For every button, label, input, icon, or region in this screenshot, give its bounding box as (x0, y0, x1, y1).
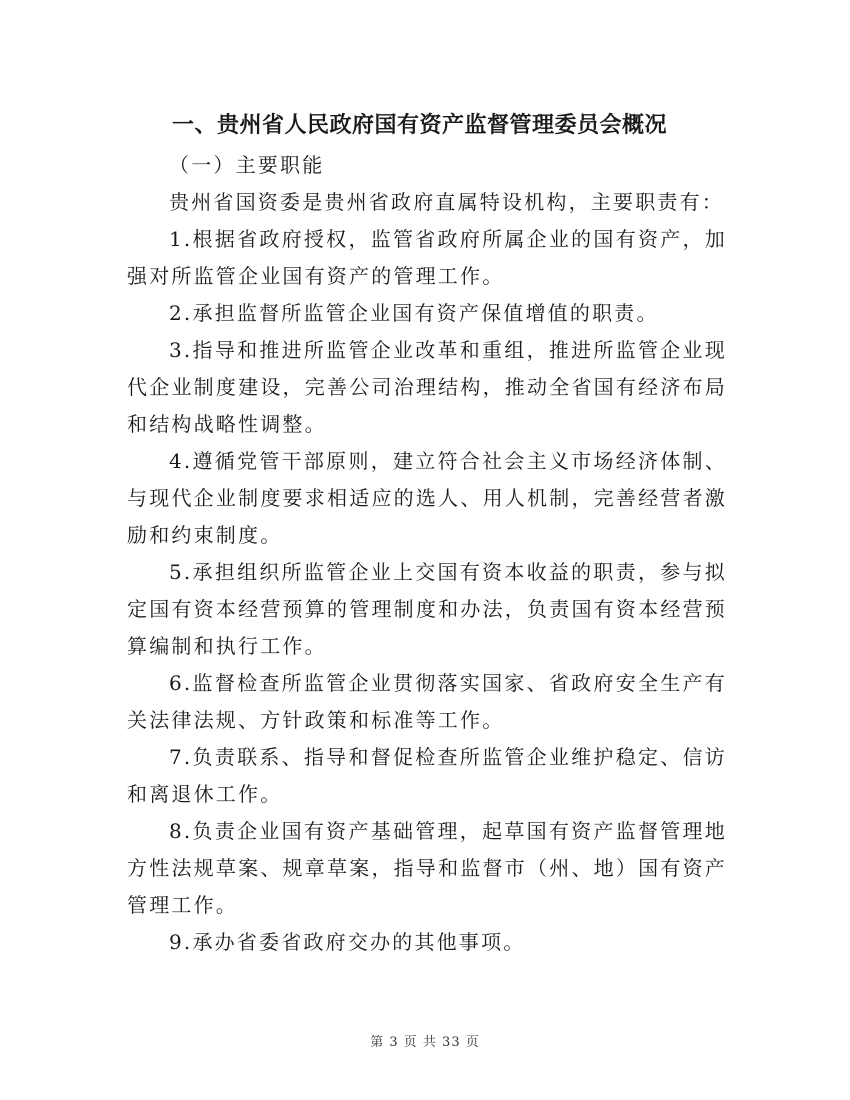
duty-item-2: 2.承担监督所监管企业国有资产保值增值的职责。 (169, 301, 659, 325)
subheading: （一）主要职能 (169, 153, 325, 177)
document-body (127, 147, 727, 961)
duty-item-3: 3.指导和推进所监管企业改革和重组，推进所监管企业现代企业制度建设，完善公司治理结构，推动全省国有经济布局和结构战略性调整。 (127, 338, 727, 436)
duty-item-7: 7.负责联系、指导和督促检查所监管企业维护稳定、信访和离退休工作。 (127, 745, 727, 806)
duty-item-6: 6.监督检查所监管企业贯彻落实国家、省政府安全生产有关法律法规、方针政策和标准等工作。 (127, 671, 727, 732)
duty-item-1: 1.根据省政府授权，监管省政府所属企业的国有资产，加强对所监管企业国有资产的管理工作。 (127, 227, 727, 288)
page-number-footer: 第 3 页 共 33 页 (370, 1035, 480, 1050)
duty-item-8: 8.负责企业国有资产基础管理，起草国有资产监督管理地方性法规草案、规章草案，指导和监督市（州、地）国有资产管理工作。 (127, 819, 727, 917)
section-title: 一、贵州省人民政府国有资产监督管理委员会概况 (172, 113, 668, 138)
duty-item-4: 4.遵循党管干部原则，建立符合社会主义市场经济体制、与现代企业制度要求相适应的选人、用人机制，完善经营者激励和约束制度。 (127, 449, 727, 547)
duty-item-5: 5.承担组织所监管企业上交国有资本收益的职责，参与拟定国有资本经营预算的管理制度和办法，负责国有资本经营预算编制和执行工作。 (127, 560, 727, 658)
intro-paragraph: 贵州省国资委是贵州省政府直属特设机构，主要职责有： (169, 190, 724, 214)
duty-item-9: 9.承办省委省政府交办的其他事项。 (169, 930, 526, 954)
